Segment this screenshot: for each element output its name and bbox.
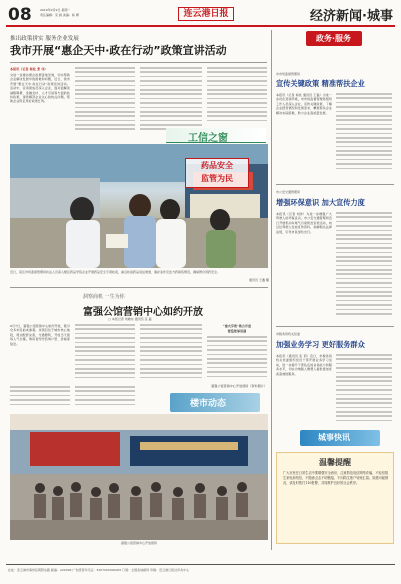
lead-column-4 xyxy=(207,67,267,125)
paper-logo: 连云港日报 xyxy=(178,7,234,21)
market-photo xyxy=(10,414,268,540)
market-kicker: 洞察商机 一生为你 xyxy=(83,294,125,300)
right-mid-column-2 xyxy=(336,212,392,320)
lead-headline: 我市开展“惠企天中·政在行动”政策宣讲活动 xyxy=(10,44,227,57)
inspection-caption: 近日，某区市场监督管理局执法人员深入辖区药品零售企业开展药品安全专项检查，重点检查药品进货渠道、储存条件及处方药销售情况，确保群众用药安全。 xyxy=(10,270,221,274)
drug-safety-badge-line-1: 药品安全 xyxy=(201,161,233,170)
right-column-divider xyxy=(271,30,272,550)
lead-rule xyxy=(10,62,267,63)
date-line: 2019年9月9日 星期一 xyxy=(40,8,71,12)
right-mid-body: 本报讯（记者 刘洋）为进一步增强广大驾驶人的环保意识，市公安交通管理局近日开展机动车尾气污染防治宣传活动，向过往驾驶人发放宣传资料，讲解相关法律法规，引导市民绿色出行。 xyxy=(276,212,332,234)
header-rule xyxy=(6,25,395,27)
market-column-4 xyxy=(207,336,267,382)
property-news-tag xyxy=(170,393,260,412)
right-top-column-2 xyxy=(336,93,392,175)
lead-column-3 xyxy=(140,67,202,133)
property-news-tag-label: 楼市动态 xyxy=(190,399,227,409)
section-title: 经济新闻·城事 xyxy=(310,9,393,24)
right-mid-headline: 增强环保意识 加大宣传力度 xyxy=(276,198,365,207)
drug-safety-badge xyxy=(185,158,249,188)
section-divider xyxy=(10,287,268,288)
right-top-tag-label: 政务·服务 xyxy=(316,34,352,43)
city-news-tag xyxy=(300,430,380,446)
footer-text: 社址：连云港市海州区朝阳东路 邮编：222006 广告经营许可证：3207004000005 订阅：全国各地邮局 印刷：连云港日报社印务中心 xyxy=(8,568,190,572)
right-top-headline: 宣传关键政策 精准帮扶企业 xyxy=(276,79,365,88)
market-photo-caption: 富强公馆营销中心开放现场 xyxy=(120,541,157,545)
market-column-2 xyxy=(75,324,135,382)
market-byline: □ 本报记者 刘晓东 通讯员 张 磊 xyxy=(108,317,152,321)
lead-column-2 xyxy=(75,67,135,133)
lead-body: 为进一步推动惠企政策落地见效，切实帮助企业解决发展中的困难和问题，近日，我市开展“惠企天中·政在行动”政策宣讲活动。活动中，宣讲团成员深入企业，面对面解读减税降费、金融支持、人才引进等方面的扶持政策，现场解答企业关心的热点问题，帮助企业用足用好政策红利。 xyxy=(10,73,70,104)
market-column-3 xyxy=(140,324,202,382)
market-body: 9月7日，富强公馆营销中心如约开放，吸引众多市民前来参观。该项目位于城市核心地段，周边配套完善，交通便利，开放当天现场人气火爆，购房者纷纷咨询户型、价格等信息。 xyxy=(10,324,70,346)
market-footnote: 富强公馆营销中心开放现场（资料图片） xyxy=(211,384,267,388)
right-top-tag xyxy=(306,31,362,46)
market-lower-column-1 xyxy=(10,386,70,410)
notice-title: 温馨提醒 xyxy=(319,458,351,467)
notice-body: 广大市民在日常生活中要增强安全意识，注意防范电信网络诈骗，不轻信陌生来电和短信，不随意点击不明链接，不向陌生账户转账汇款。如遇可疑情况，请及时拨打110报警，共同维护良好的社会秩序。 xyxy=(283,471,389,485)
market-lower-column-2 xyxy=(75,386,135,410)
page-number: 08 xyxy=(8,5,32,25)
notice-box xyxy=(276,452,394,544)
right-low-column-2 xyxy=(336,354,392,424)
footer-rule xyxy=(6,564,395,565)
workline-banner-label: 工信之窗 xyxy=(188,133,228,144)
right-low-headline: 加强业务学习 更好服务群众 xyxy=(276,340,365,349)
drug-safety-badge-line-2: 监管为民 xyxy=(201,174,233,183)
inspection-photo xyxy=(10,144,268,268)
city-news-tag-label: 城事快讯 xyxy=(318,433,350,442)
market-col4-subtitle: 营造浓厚氛围 xyxy=(227,329,247,333)
right-low-body: 本报讯（通讯员 张 莉）近日，市税务局机关党委组织党员干部开展业务学习活动，进一步提升干部队伍的业务能力和服务水平，切实为纳税人缴费人提供更加优质高效的服务。 xyxy=(276,354,332,376)
right-divider-1 xyxy=(276,184,394,185)
right-top-org: 市市场监督管理局 xyxy=(276,72,301,76)
inspection-credit: 通讯员 王鑫 摄 xyxy=(249,278,269,282)
workline-banner xyxy=(166,128,266,143)
right-divider-2 xyxy=(276,326,394,327)
lead-kicker: 推出政策拼实 服务企业发展 xyxy=(10,36,79,42)
market-headline: 富强公馆营销中心如约开放 xyxy=(83,307,203,318)
market-col4-title: “南大学苑”助力开放 xyxy=(222,324,252,328)
right-top-body: 本报讯（记者 杨柱 通讯员 王磊）为进一步优化营商环境，市市场监督管理局组织工作人员深入企业，宣传关键政策，了解企业经营情况和发展需求，精准帮扶企业解决实际困难，助力企业高质量发展。 xyxy=(276,93,332,115)
editor-line: 责任编辑：宋 娟 美编：杨 柳 xyxy=(40,13,79,17)
right-mid-org: 市公安交通管理局 xyxy=(276,190,301,194)
market-scene xyxy=(10,414,268,540)
right-low-org: 市税务局机关党委 xyxy=(276,332,301,336)
lead-byline: 本报讯（记者 杨柱 张 伟） xyxy=(10,67,48,71)
